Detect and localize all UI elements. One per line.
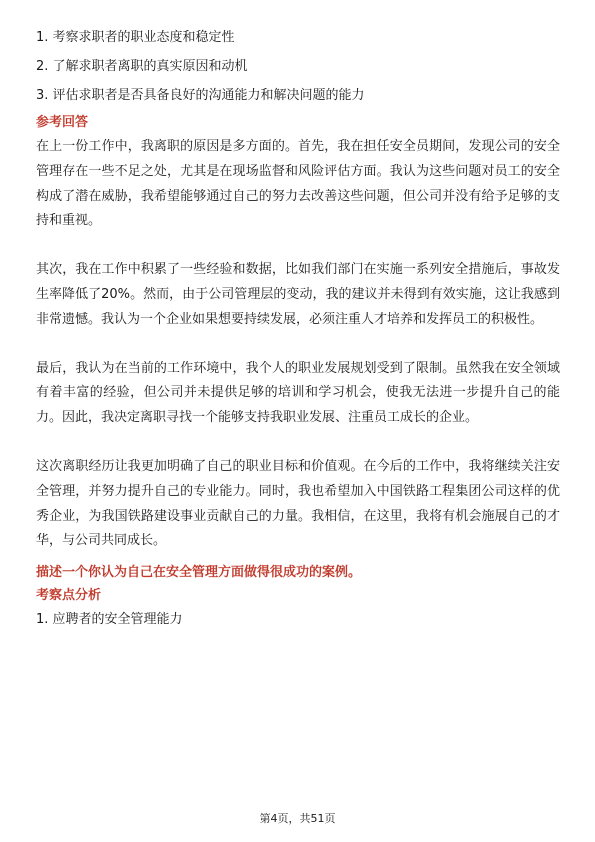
analysis-point-1: 1. 应聘者的安全管理能力 [36, 612, 183, 628]
reference-answer-body [36, 135, 560, 554]
answer-paragraph-1: 在上一份工作中，我离职的原因是多方面的。首先，我在担任安全员期间，发现公司的安全管理存在一些不足之处，尤其是在现场监督和风险评估方面。我认为这些问题对员工的安全构成了潜在威胁，我希望能够通过自己的努力去改善这些问题，但公司并没有给予足够的支持和重视。 [36, 139, 560, 229]
analysis-points-list [36, 612, 560, 628]
analysis-heading: 考察点分析 [36, 588, 102, 604]
key-point-3: 3. 评估求职者是否具备良好的沟通能力和解决问题的能力 [36, 88, 365, 103]
key-point-2: 2. 了解求职者离职的真实原因和动机 [36, 59, 248, 74]
answer-paragraph-2: 其次，我在工作中积累了一些经验和数据，比如我们部门在实施一系列安全措施后，事故发生率降低了20%。然而，由于公司管理层的变动，我的建议并未得到有效实施，这让我感到非常遗憾。我认为一个企业如果想要持续发展，必须注重人才培养和发挥员工的积极性。 [36, 262, 560, 327]
page-number-footer: 第4页，共51页 [259, 812, 336, 825]
page-content [36, 30, 560, 641]
answer-paragraph-4: 这次离职经历让我更加明确了自己的职业目标和价值观。在今后的工作中，我将继续关注安全管理，并努力提升自己的专业能力。同时，我也希望加入中国铁路工程集团公司这样的优秀企业，为我国铁路建设事业贡献自己的力量。我相信，在这里，我将有机会施展自己的才华，与公司共同成长。 [36, 458, 560, 549]
next-question: 描述一个你认为自己在安全管理方面做得很成功的案例。 [36, 565, 362, 581]
reference-answer-heading: 参考回答 [36, 115, 89, 130]
key-point-1: 1. 考察求职者的职业态度和稳定性 [36, 30, 235, 45]
key-points-list [36, 30, 560, 104]
answer-paragraph-3: 最后，我认为在当前的工作环境中，我个人的职业发展规划受到了限制。虽然我在安全领域有着丰富的经验，但公司并未提供足够的培训和学习机会，使我无法进一步提升自己的能力。因此，我决定离职寻找一个能够支持我职业发展、注重员工成长的企业。 [36, 360, 560, 426]
